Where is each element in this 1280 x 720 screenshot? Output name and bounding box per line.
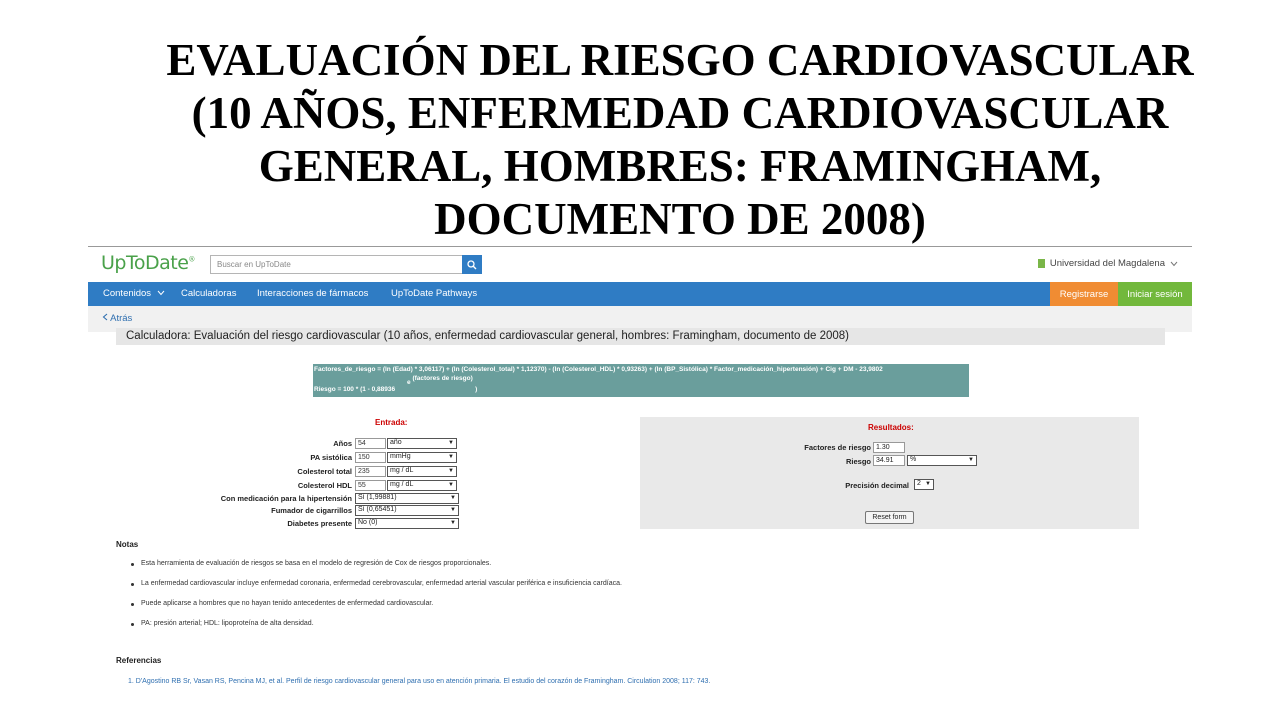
- fumador-value: Sí (0,65451): [358, 506, 397, 513]
- resultados-heading: Resultados:: [868, 423, 914, 432]
- field-label-fumador: Fumador de cigarrillos: [271, 506, 352, 515]
- slide-title-line: GENERAL, HOMBRES: FRAMINGHAM,: [258, 141, 1102, 191]
- pa-unit-value: mmHg: [390, 453, 411, 460]
- search-icon: [467, 260, 477, 270]
- entrada-heading: Entrada:: [375, 418, 408, 427]
- colesterol-total-unit-value: mg / dL: [390, 467, 414, 474]
- field-label-hdl: Colesterol HDL: [297, 481, 352, 490]
- reset-form-button[interactable]: Reset form: [865, 511, 914, 524]
- main-nav: [88, 282, 1192, 306]
- formula-line-1: Factores_de_riesgo = (ln (Edad) * 3,06117) + (ln (Colesterol_total) * 1,12370) - (ln (Colesterol_HDL) * 0,93263) + (ln (BP_Sistólica) * Factor_medicación_hipertensión) + Cig + DM - 23,9802: [314, 366, 883, 373]
- bullet-icon: [131, 603, 134, 606]
- chevron-down-icon: [1170, 261, 1178, 267]
- slide-title: [60, 34, 1280, 246]
- caret-down-icon: ▼: [448, 468, 454, 474]
- precision-label: Precisión decimal: [845, 481, 909, 490]
- riesgo-label: Riesgo: [845, 457, 871, 466]
- field-label-pa: PA sistólica: [310, 453, 352, 462]
- colesterol-total-unit-select[interactable]: [387, 466, 457, 477]
- formula-exp-sup: (factores de riesgo): [412, 375, 473, 382]
- back-link[interactable]: [102, 313, 132, 324]
- note-item: Puede aplicarse a hombres que no hayan tenido antecedentes de enfermedad cardiovascular.: [141, 600, 434, 607]
- note-item: La enfermedad cardiovascular incluye enfermedad coronaria, enfermedad cerebrovascular, enfermedad arterial vascular periférica e insuficiencia cardíaca.: [141, 580, 622, 587]
- uptodate-logo[interactable]: [101, 252, 195, 274]
- formula-line-3: [314, 386, 477, 393]
- diabetes-select[interactable]: [355, 518, 459, 529]
- note-item: Esta herramienta de evaluación de riesgos se basa en el modelo de regresión de Cox de riesgos proporcionales.: [141, 560, 492, 567]
- nav-pathways[interactable]: UpToDate Pathways: [391, 288, 478, 299]
- uptodate-screenshot: [88, 246, 1192, 720]
- edad-unit-value: año: [390, 439, 402, 446]
- edad-input[interactable]: 54: [355, 438, 386, 449]
- riesgo-unit-value: %: [910, 456, 917, 463]
- hdl-unit-select[interactable]: [387, 480, 457, 491]
- riesgo-unit-select[interactable]: [907, 455, 977, 466]
- caret-down-icon: ▼: [448, 440, 454, 446]
- top-header: [88, 247, 1192, 282]
- precision-select[interactable]: [914, 479, 934, 490]
- institution-menu[interactable]: [1038, 258, 1178, 269]
- slide-title-line: EVALUACIÓN DEL RIESGO CARDIOVASCULAR: [166, 35, 1194, 85]
- factores-label: Factores de riesgo: [804, 443, 871, 452]
- nav-calculadoras[interactable]: Calculadoras: [181, 288, 237, 299]
- riesgo-output: 34.91: [873, 455, 905, 466]
- calculator-title: Calculadora: Evaluación del riesgo cardiovascular (10 años, enfermedad cardiovascular general, hombres: Framingham, documento de 2008): [116, 328, 1165, 345]
- formula-exp-base: e: [407, 379, 411, 386]
- bullet-icon: [131, 583, 134, 586]
- nav-interacciones[interactable]: Interacciones de fármacos: [257, 288, 369, 299]
- search-input[interactable]: Buscar en UpToDate: [210, 255, 463, 274]
- caret-down-icon: ▼: [450, 507, 456, 513]
- caret-down-icon: ▼: [968, 457, 974, 463]
- caret-down-icon: ▼: [448, 482, 454, 488]
- fumador-select[interactable]: [355, 505, 459, 516]
- register-button[interactable]: Registrarse: [1050, 282, 1118, 306]
- colesterol-hdl-input[interactable]: 55: [355, 480, 386, 491]
- institution-icon: [1038, 259, 1045, 268]
- bullet-icon: [131, 563, 134, 566]
- caret-down-icon: ▼: [925, 481, 931, 487]
- field-label-medicacion: Con medicación para la hipertensión: [220, 494, 352, 503]
- precision-value: 2: [917, 480, 921, 487]
- formula-exponent: [407, 375, 473, 386]
- note-item: PA: presión arterial; HDL: lipoproteína de alta densidad.: [141, 620, 314, 627]
- colesterol-total-input[interactable]: 235: [355, 466, 386, 477]
- chevron-down-icon: [157, 290, 165, 296]
- notas-heading: Notas: [116, 540, 139, 549]
- caret-down-icon: ▼: [448, 454, 454, 460]
- formula-line-3-text: Riesgo = 100 * (1 - 0,88936: [314, 386, 396, 393]
- factores-output: 1.30: [873, 442, 905, 453]
- field-label-edad: Años: [333, 439, 352, 448]
- edad-unit-select[interactable]: [387, 438, 457, 449]
- institution-name: Universidad del Magdalena: [1049, 258, 1165, 269]
- caret-down-icon: ▼: [450, 495, 456, 501]
- hdl-unit-value: mg / dL: [390, 481, 414, 488]
- results-panel: [640, 417, 1139, 529]
- logo-mark: ®: [188, 255, 195, 264]
- formula-line-3-close: ): [475, 386, 478, 393]
- back-label: Atrás: [110, 313, 133, 324]
- slide-title-line: (10 AÑOS, ENFERMEDAD CARDIOVASCULAR: [191, 88, 1169, 138]
- logo-text: UpToDate: [101, 252, 189, 274]
- nav-contenidos[interactable]: [103, 288, 165, 299]
- pa-sistolica-input[interactable]: 150: [355, 452, 386, 463]
- pa-unit-select[interactable]: [387, 452, 457, 463]
- field-label-diabetes: Diabetes presente: [287, 519, 352, 528]
- login-button[interactable]: Iniciar sesión: [1118, 282, 1192, 306]
- referencias-heading: Referencias: [116, 656, 162, 665]
- nav-contenidos-label: Contenidos: [103, 288, 152, 299]
- caret-down-icon: ▼: [450, 520, 456, 526]
- bullet-icon: [131, 623, 134, 626]
- slide-title-line: DOCUMENTO DE 2008): [434, 194, 926, 244]
- reference-link[interactable]: 1. D'Agostino RB Sr, Vasan RS, Pencina MJ, et al. Perfil de riesgo cardiovascular general para uso en atención primaria. El estudio del corazón de Framingham. Circulation 2008; 117: 743.: [128, 678, 711, 685]
- search-button[interactable]: [462, 255, 482, 274]
- medicacion-select[interactable]: [355, 493, 459, 504]
- chevron-left-icon: [102, 313, 108, 321]
- diabetes-value: No (0): [358, 519, 378, 526]
- medicacion-value: Sí (1,99881): [358, 494, 397, 501]
- formula-box: [313, 364, 969, 397]
- field-label-colesterol-total: Colesterol total: [297, 467, 352, 476]
